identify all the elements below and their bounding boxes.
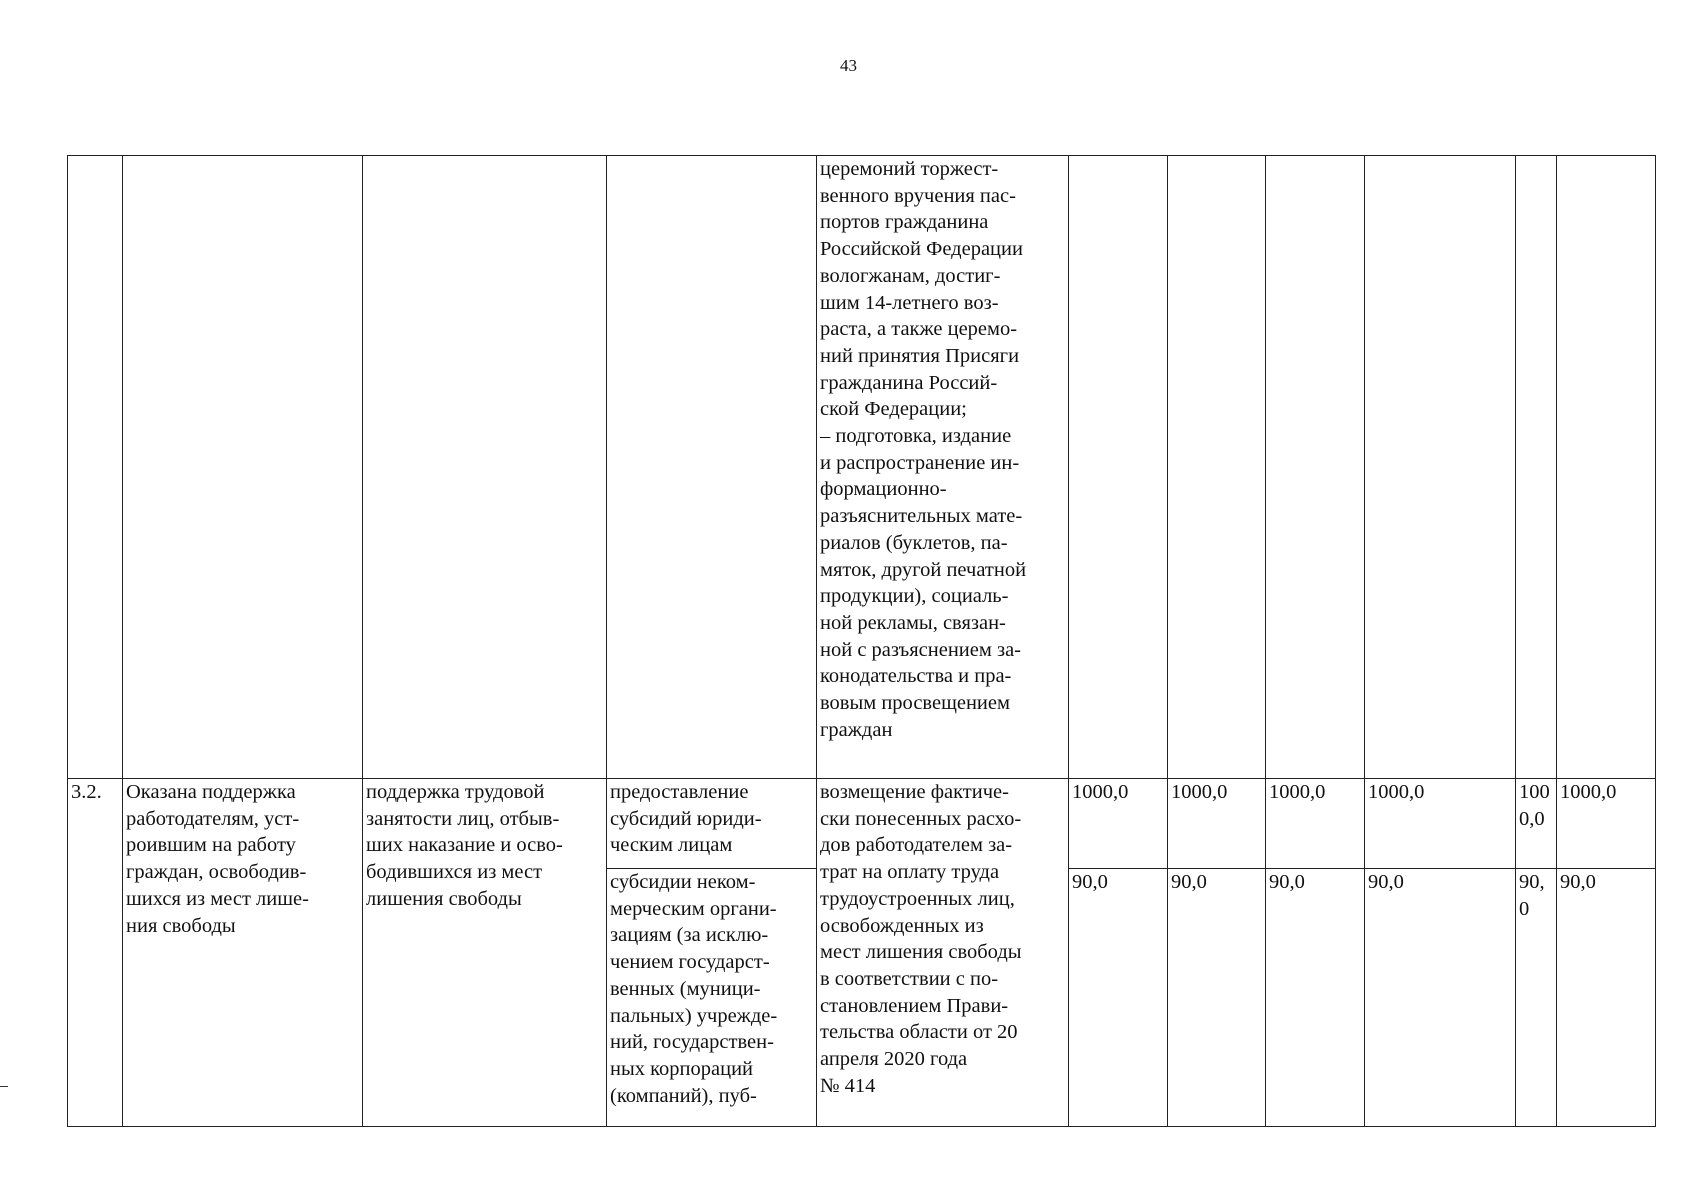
cell-direction	[363, 779, 607, 1127]
cell-row-description	[817, 779, 1069, 1127]
cell-value	[1365, 779, 1516, 869]
cell-form-empty	[607, 156, 817, 779]
cell-form-1	[607, 779, 817, 869]
value-text: 1000,0	[1368, 781, 1425, 803]
cell-value-empty	[1168, 156, 1266, 779]
value-text: 1000,0	[1269, 781, 1326, 803]
cell-value	[1266, 869, 1365, 1127]
cell-value	[1069, 779, 1168, 869]
cell-value	[1168, 869, 1266, 1127]
cell-value-empty	[1365, 156, 1516, 779]
cell-value	[1266, 779, 1365, 869]
value-text: 90,0	[1368, 871, 1404, 893]
value-text: 90,0	[1072, 871, 1108, 893]
value-text: 90,0	[1269, 871, 1305, 893]
value-text: 90,0	[1171, 871, 1207, 893]
description-text: церемоний торжест- венного вручения пас- портов гражданина Российской Федерации вологжанам, достиг- шим 14-летнего воз- раста, а также церемо- ний принятия Присяги гражданина Россий- ской Федерации; – подготовка, издание и распространение ин- формационно- разъяснительных мате- риалов (буклетов, па- мяток, другой печатной продукции), социаль- ной рекламы, связан- ной с разъяснением за- конодательства и пра- вовым просвещением граждан	[820, 158, 1027, 741]
cell-value-empty	[1557, 156, 1656, 779]
cell-value	[1516, 869, 1557, 1127]
cell-value-empty	[1266, 156, 1365, 779]
direction-text: поддержка трудовой занятости лиц, отбыв- ших наказание и осво- бодившихся из мест лишения свободы	[366, 781, 563, 910]
cell-form-2	[607, 869, 817, 1127]
cell-value	[1516, 779, 1557, 869]
cell-value-empty	[1516, 156, 1557, 779]
form-1-text: предоставление субсидий юриди- ческим лицам	[610, 781, 762, 857]
row-number-text: 3.2.	[71, 781, 102, 803]
cell-description	[817, 156, 1069, 779]
cell-value	[1365, 869, 1516, 1127]
cell-row-number	[68, 779, 123, 1127]
value-text: 90,0	[1519, 871, 1545, 920]
cell-value	[1069, 869, 1168, 1127]
value-text: 1000,0	[1519, 781, 1550, 830]
value-text: 90,0	[1560, 871, 1596, 893]
margin-mark	[0, 1086, 8, 1087]
cell-value	[1557, 779, 1656, 869]
row-description-text: возмещение фактиче- ски понесенных расхо- дов работодателем за- трат на оплату труда трудоустроенных лиц, освобожденных из мест лишения свободы в соответствии с по- становлением Прави- тельства области от 20 апреля 2020 года № 414	[820, 781, 1022, 1097]
funding-table	[67, 155, 1656, 1127]
cell-value-empty	[1069, 156, 1168, 779]
cell-number-empty	[68, 156, 123, 779]
form-2-text: субсидии неком- мерческим органи- зациям (за исклю- чением государст- венных (муници- пальных) учрежде- ний, государствен- ных корпораций (компаний), пуб-	[610, 871, 778, 1107]
table-row-3-2-a	[68, 779, 1656, 869]
cell-result-empty	[123, 156, 363, 779]
cell-value	[1557, 869, 1656, 1127]
cell-direction-empty	[363, 156, 607, 779]
value-text: 1000,0	[1560, 781, 1617, 803]
cell-result	[123, 779, 363, 1127]
cell-value	[1168, 779, 1266, 869]
table-row-continued	[68, 156, 1656, 779]
value-text: 1000,0	[1072, 781, 1129, 803]
page-number: 43	[840, 56, 857, 75]
value-text: 1000,0	[1171, 781, 1228, 803]
result-text: Оказана поддержка работодателям, уст- роившим на работу граждан, освободив- шихся из мест лише- ния свободы	[126, 781, 309, 937]
